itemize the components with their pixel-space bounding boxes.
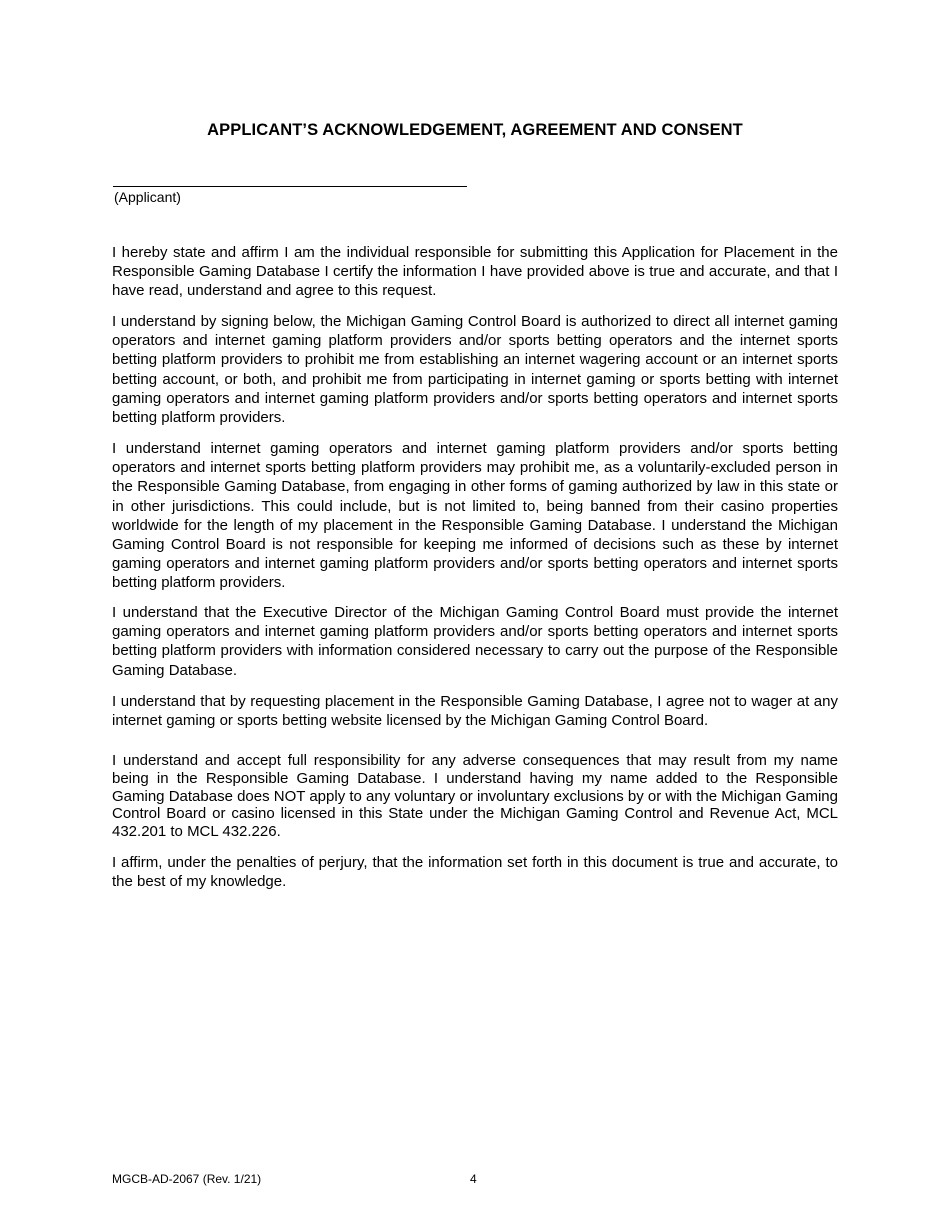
- paragraph-no-wager: [112, 692, 838, 730]
- paragraph-text: I understand that the Executive Director of the Michigan Gaming Control Board must provide the internet gaming operators and internet gaming platform providers and/or sports betting operators and internet sports betting platform providers with information considered necessary to carry out the purpose of the Responsible Gaming Database.: [112, 604, 838, 679]
- paragraph-text: I understand and accept full responsibility for any adverse consequences that may result from my name being in the Responsible Gaming Database. I understand having my name added to the Responsible Gaming Database does NOT apply to any voluntary or involuntary exclusions by or with the Michigan Gaming Control Board or casino licensed in this State under the Michigan Gaming Control and Revenue Act, MCL 432.201 to MCL 432.226.: [112, 752, 838, 841]
- paragraph-prohibition: [112, 439, 838, 593]
- paragraph-perjury: [112, 853, 838, 891]
- paragraph-text: I understand that by requesting placement in the Responsible Gaming Database, I agree not to wager at any internet gaming or sports betting website licensed by the Michigan Gaming Control Board.: [112, 693, 838, 730]
- footer-page-number: 4: [470, 1172, 477, 1186]
- paragraph-text: I hereby state and affirm I am the individual responsible for submitting this Application for Placement in the Responsible Gaming Database I certify the information I have provided above is true and accurate, and that I have read, understand and agree to this request.: [112, 244, 838, 300]
- paragraph-responsibility: [112, 752, 838, 841]
- footer-form-number: MGCB-AD-2067 (Rev. 1/21): [112, 1172, 262, 1186]
- paragraph-executive-director: [112, 603, 838, 680]
- applicant-signature-label: (Applicant): [114, 189, 181, 205]
- paragraph-affirmation: [112, 243, 838, 301]
- paragraph-text: I understand by signing below, the Michigan Gaming Control Board is authorized to direct all internet gaming operators and internet gaming platform providers and/or sports betting operators and the internet sports betting platform providers to prohibit me from establishing an internet wagering account or an internet sports betting account, or both, and prohibit me from participating in internet gaming or sports betting with internet gaming operators and internet gaming platform providers and/or sports betting operators and internet sports betting platform providers.: [112, 313, 838, 427]
- paragraph-text: I understand internet gaming operators and internet gaming platform providers and/or sports betting operators and internet sports betting platform providers may prohibit me, as a voluntarily-excluded person in the Responsible Gaming Database, from engaging in other forms of gaming authorized by law in this state or in other jurisdictions. This could include, but is not limited to, being banned from their casino properties worldwide for the length of my placement in the Responsible Gaming Database. I understand the Michigan Gaming Control Board is not responsible for keeping me informed of decisions such as these by internet gaming operators and internet gaming platform providers and/or sports betting operators and internet sports betting platform providers.: [112, 440, 838, 592]
- applicant-signature-line: [113, 186, 467, 187]
- page-title: APPLICANT’S ACKNOWLEDGEMENT, AGREEMENT AND CONSENT: [207, 121, 743, 139]
- paragraph-authorization: [112, 312, 838, 427]
- paragraph-text: I affirm, under the penalties of perjury, that the information set forth in this document is true and accurate, to the best of my knowledge.: [112, 854, 838, 891]
